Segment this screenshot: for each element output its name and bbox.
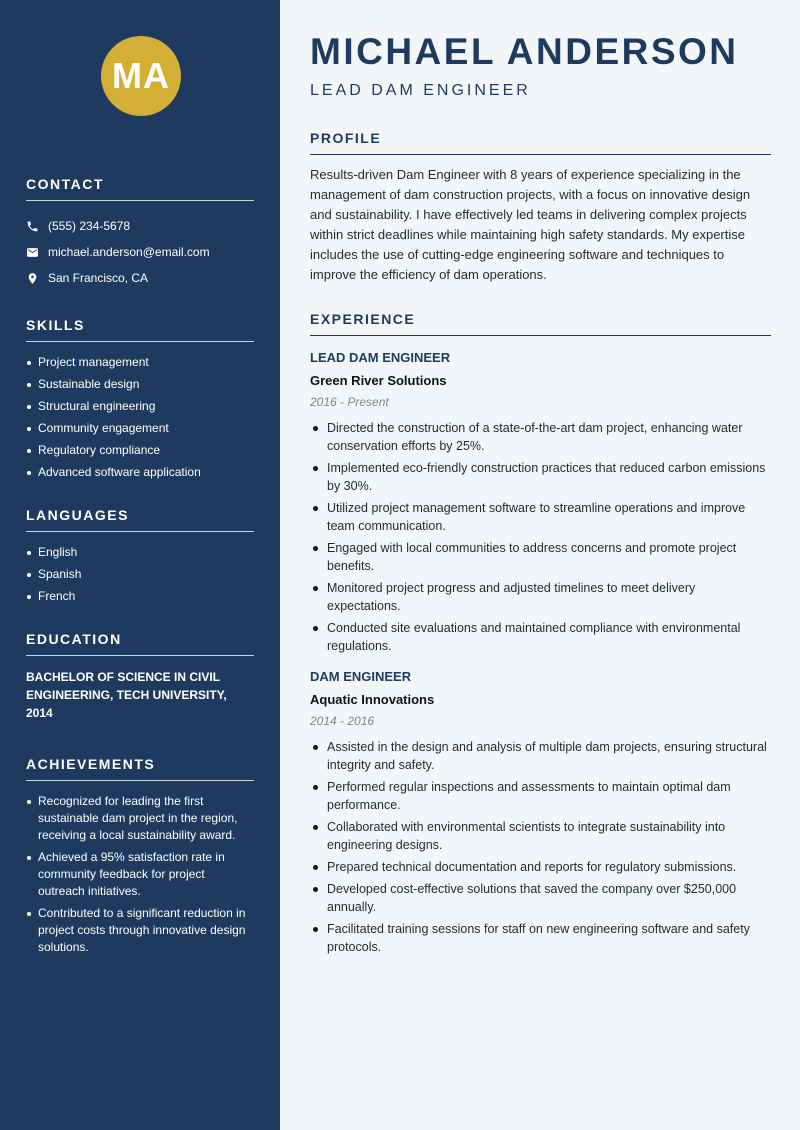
achievement-item: Contributed to a significant reduction in project costs through innovative design solutions. [26, 905, 254, 956]
language-item: Spanish [26, 566, 254, 583]
skills-heading: SKILLS [26, 317, 254, 342]
profile-text: Results-driven Dam Engineer with 8 years of experience specializing in the management of dam construction projects, with a focus on innovative design and sustainability. I have effectively led teams in delivering complex projects within strict deadlines while maintaining high safety standards. My expertise includes the use of cutting-edge engineering software and techniques to improve the efficiency of dam operations. [310, 167, 751, 282]
job-bullet: Prepared technical documentation and reports for regulatory submissions. [310, 858, 771, 876]
contact-email[interactable] [26, 239, 254, 265]
job-entry [310, 669, 771, 956]
job-bullet: Directed the construction of a state-of-the-art dam project, enhancing water conservation efforts by 25%. [310, 419, 771, 455]
job-company: Aquatic Innovations [310, 692, 435, 707]
skill-item: Sustainable design [26, 376, 254, 393]
education-section [26, 631, 254, 722]
achievements-list [26, 793, 254, 956]
email-icon [26, 246, 39, 259]
job-bullet: Conducted site evaluations and maintained compliance with environmental regulations. [310, 619, 771, 655]
job-title: DAM ENGINEER [310, 669, 412, 684]
job-bullet: Engaged with local communities to address concerns and promote project benefits. [310, 539, 771, 575]
job-bullet: Facilitated training sessions for staff on new engineering software and safety protocols. [310, 920, 771, 956]
avatar [101, 36, 181, 116]
skill-item: Advanced software application [26, 464, 254, 481]
job-bullet: Assisted in the design and analysis of multiple dam projects, ensuring structural integrity and safety. [310, 738, 771, 774]
job-entry [310, 350, 771, 655]
candidate-name: MICHAEL ANDERSON [310, 31, 739, 72]
avatar-initials: MA [112, 55, 170, 96]
job-title: LEAD DAM ENGINEER [310, 350, 451, 365]
job-dates: 2016 - Present [310, 395, 389, 409]
language-item: English [26, 544, 254, 561]
skills-section [26, 317, 254, 481]
job-bullet: Developed cost-effective solutions that saved the company over $250,000 annually. [310, 880, 771, 916]
skill-item: Regulatory compliance [26, 442, 254, 459]
job-dates: 2014 - 2016 [310, 714, 375, 728]
main-content [280, 0, 800, 1130]
profile-section [310, 130, 771, 285]
skill-item: Project management [26, 354, 254, 371]
sidebar [0, 0, 280, 1130]
skill-item: Structural engineering [26, 398, 254, 415]
contact-heading: CONTACT [26, 176, 254, 201]
job-company: Green River Solutions [310, 373, 447, 388]
job-bullets [310, 738, 771, 956]
languages-section [26, 507, 254, 605]
job-bullet: Utilized project management software to streamline operations and improve team communication. [310, 499, 771, 535]
skill-item: Community engagement [26, 420, 254, 437]
achievement-item: Achieved a 95% satisfaction rate in community feedback for project outreach initiatives. [26, 849, 254, 900]
contact-phone[interactable] [26, 213, 254, 239]
language-item: French [26, 588, 254, 605]
languages-list [26, 544, 254, 605]
job-bullet: Monitored project progress and adjusted timelines to meet delivery expectations. [310, 579, 771, 615]
experience-section [310, 311, 771, 956]
location-text: San Francisco, CA [48, 271, 149, 285]
skills-list [26, 354, 254, 481]
experience-heading: EXPERIENCE [310, 311, 771, 336]
email-text: michael.anderson@email.com [48, 245, 210, 259]
job-bullet: Collaborated with environmental scientists to integrate sustainability into engineering designs. [310, 818, 771, 854]
education-degree: BACHELOR OF SCIENCE IN CIVIL ENGINEERING, TECH UNIVERSITY, 2014 [26, 670, 227, 720]
achievement-item: Recognized for leading the first sustainable dam project in the region, receiving a local sustainability award. [26, 793, 254, 844]
achievements-heading: ACHIEVEMENTS [26, 756, 254, 781]
job-bullet: Implemented eco-friendly construction practices that reduced carbon emissions by 30%. [310, 459, 771, 495]
location-pin-icon [26, 272, 39, 285]
job-bullet: Performed regular inspections and assessments to maintain optimal dam performance. [310, 778, 771, 814]
languages-heading: LANGUAGES [26, 507, 254, 532]
contact-section [26, 176, 254, 291]
phone-text: (555) 234-5678 [48, 219, 131, 233]
profile-heading: PROFILE [310, 130, 771, 155]
candidate-role: LEAD DAM ENGINEER [310, 82, 531, 99]
phone-icon [26, 220, 39, 233]
job-bullets [310, 419, 771, 655]
achievements-section [26, 756, 254, 956]
contact-location [26, 265, 254, 291]
education-heading: EDUCATION [26, 631, 254, 656]
